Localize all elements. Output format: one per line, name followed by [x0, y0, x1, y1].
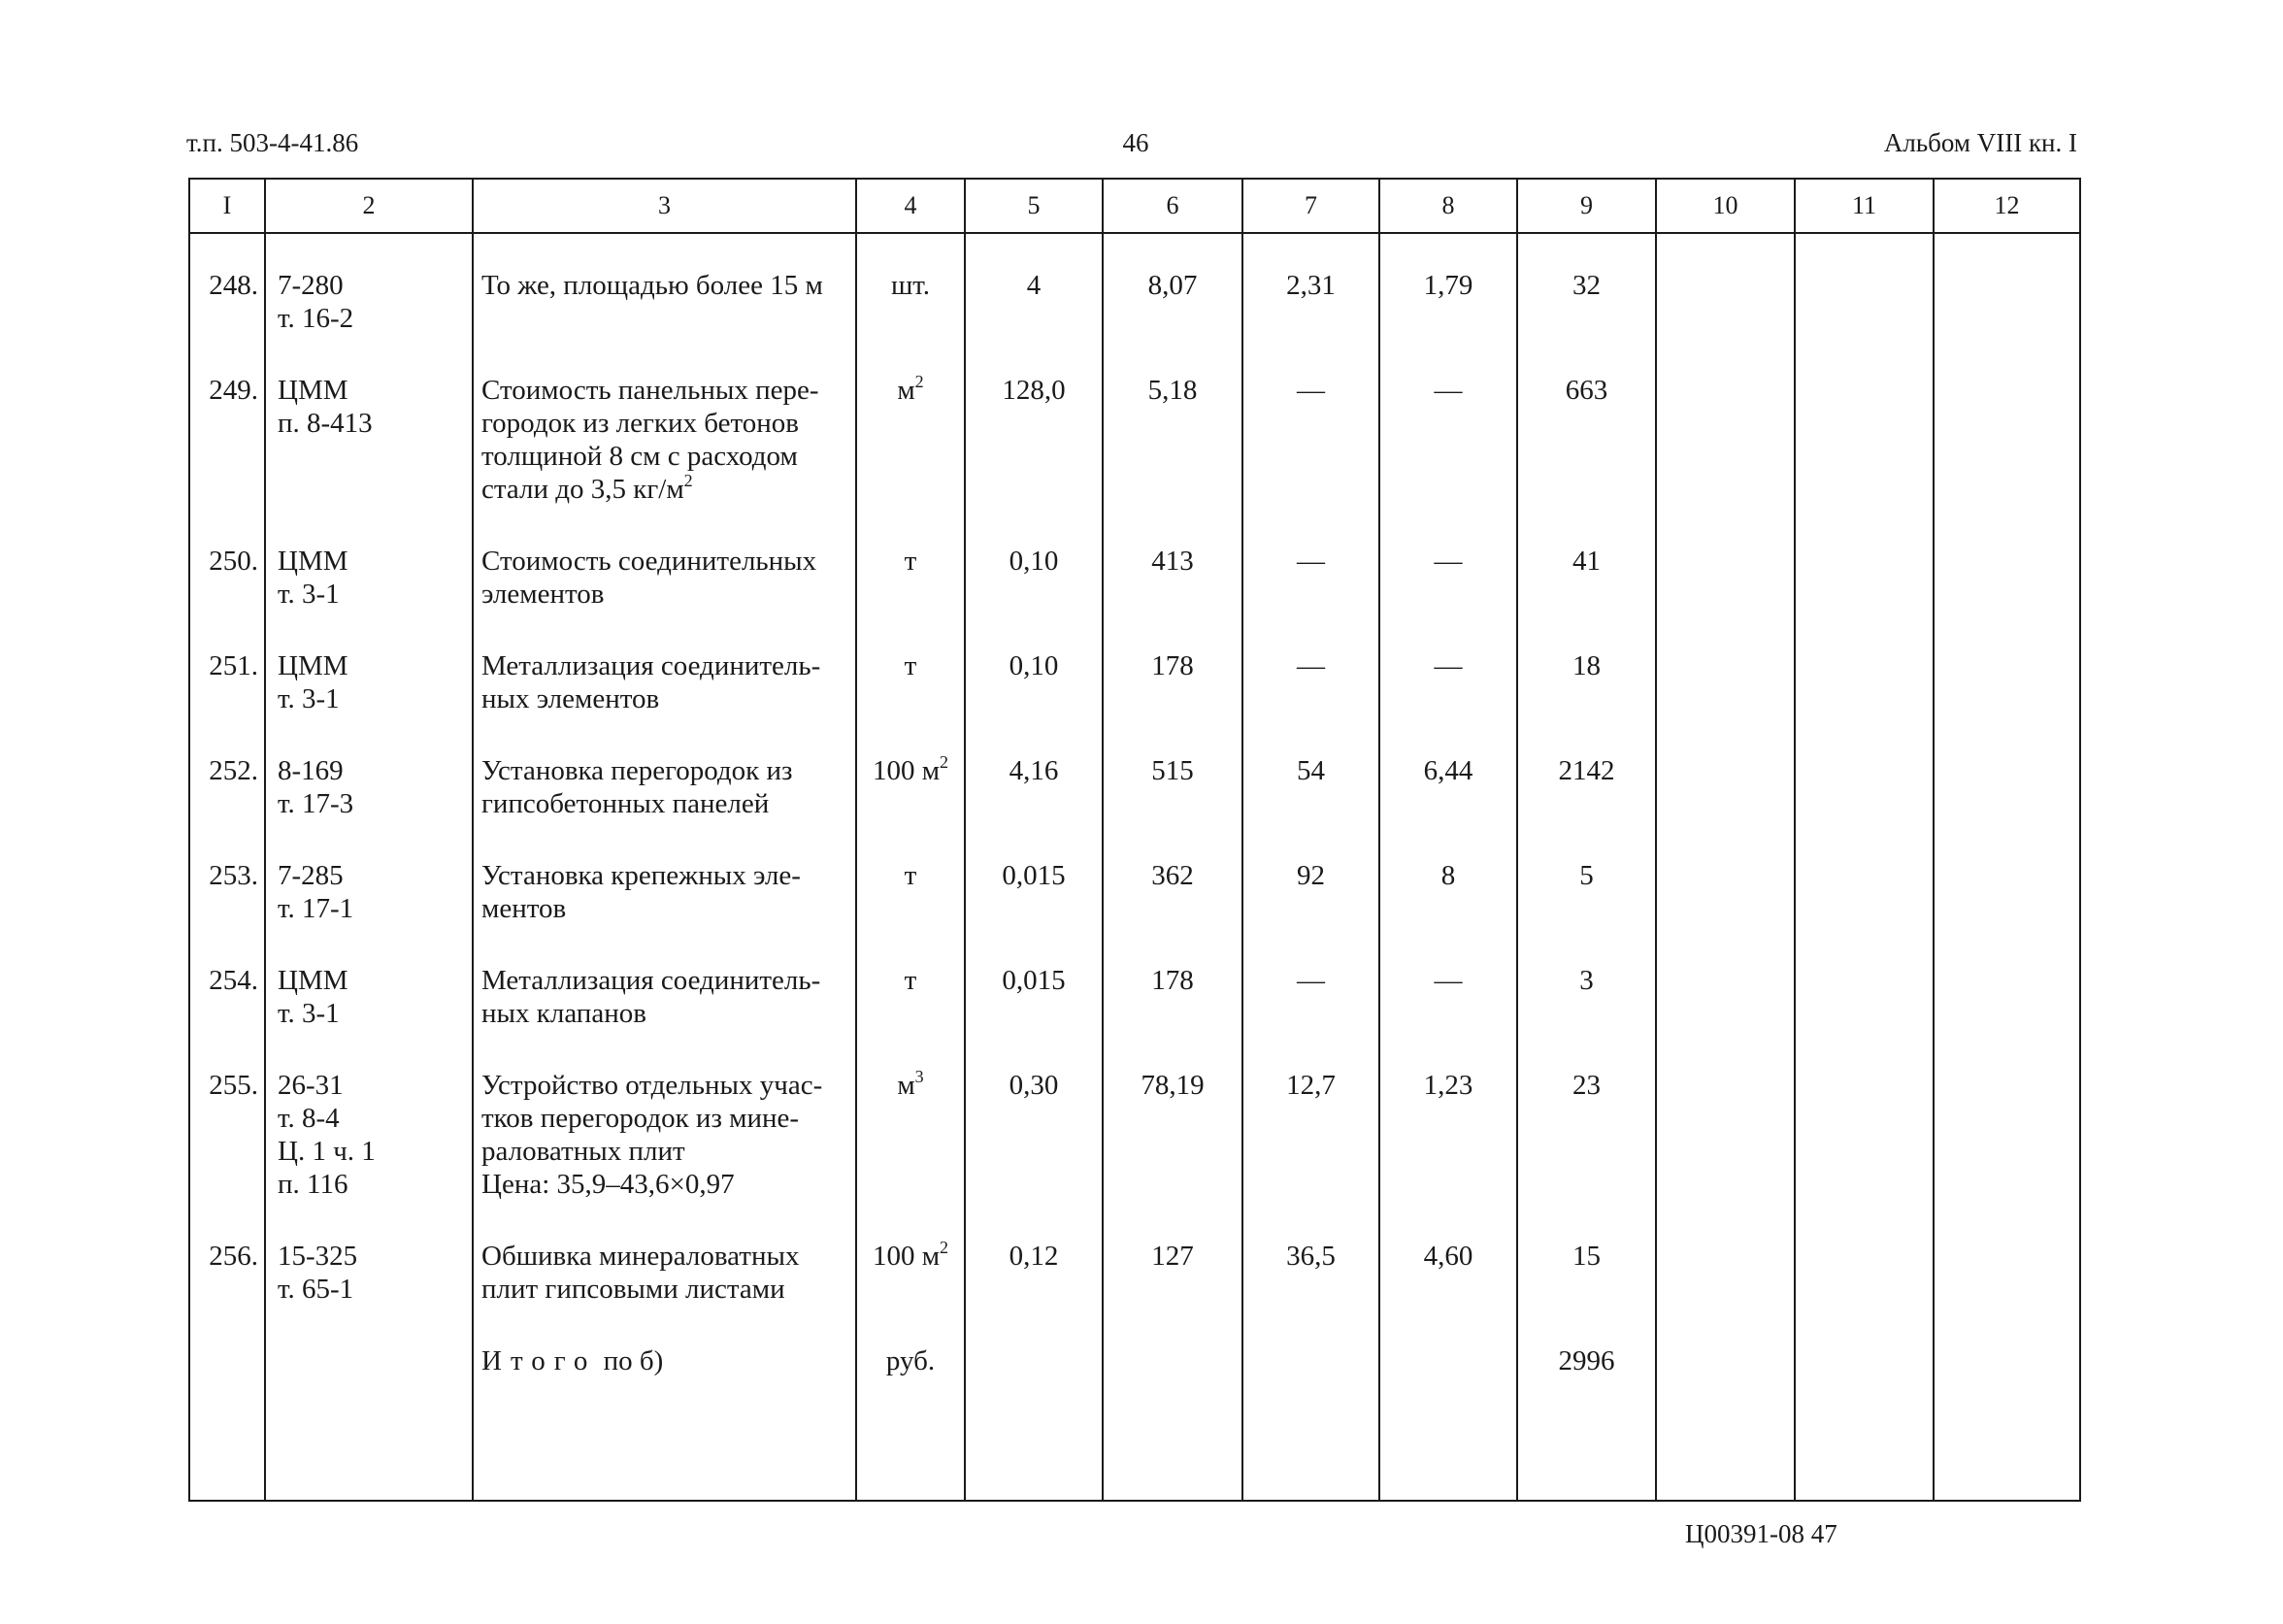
empty-cell-c12	[1934, 1306, 2080, 1501]
value-cell-c6	[1103, 611, 1242, 715]
row-number-cell	[189, 233, 265, 335]
empty-cell-c10	[1656, 925, 1795, 1030]
empty-cell-c10	[1656, 335, 1795, 506]
row-number: 256.	[209, 1241, 258, 1272]
empty-cell-c2	[265, 1306, 473, 1501]
rate-code-line: ЦММ	[278, 650, 348, 681]
value-cell-c6	[1103, 506, 1242, 611]
value-cell-c5	[965, 925, 1103, 1030]
value-cell-c7	[1242, 335, 1379, 506]
value-c8: —	[1434, 375, 1463, 406]
empty-cell-c12	[1934, 925, 2080, 1030]
rate-code-line: ЦММ	[278, 965, 348, 996]
table-row	[189, 506, 2080, 611]
empty-cell-c10	[1656, 611, 1795, 715]
unit-cell	[856, 506, 965, 611]
value-cell-c6	[1103, 820, 1242, 925]
value-c6: 413	[1151, 546, 1194, 577]
work-description-cell	[473, 1030, 856, 1201]
description-line: тков перегородок из мине-	[481, 1103, 800, 1134]
row-number: 252.	[209, 755, 258, 786]
table-row	[189, 1030, 2080, 1201]
row-number: 254.	[209, 965, 258, 996]
unit-superscript: 2	[940, 752, 949, 772]
sheet-code: Ц00391-08 47	[1685, 1519, 1837, 1548]
value-cell-c9	[1517, 820, 1656, 925]
value-c9: 5	[1579, 860, 1594, 891]
description-line: толщиной 8 см с расходом	[481, 441, 798, 472]
empty-cell-c6	[1103, 1306, 1242, 1501]
unit: шт.	[890, 270, 931, 301]
description-line: Установка крепежных эле-	[481, 860, 801, 891]
value-c6: 8,07	[1147, 270, 1198, 301]
row-number: 253.	[209, 860, 258, 891]
empty-cell-c12	[1934, 820, 2080, 925]
value-c6: 178	[1151, 965, 1194, 996]
document-designation: т.п. 503-4-41.86	[186, 128, 359, 157]
unit: т	[904, 860, 917, 891]
empty-cell-c12	[1934, 1201, 2080, 1306]
value-cell-c7	[1242, 925, 1379, 1030]
value-cell-c8	[1379, 335, 1517, 506]
value-cell-c8	[1379, 611, 1517, 715]
value-cell-c7	[1242, 715, 1379, 820]
description-line: ментов	[481, 893, 567, 924]
work-description-cell	[473, 1201, 856, 1306]
value-c6: 78,19	[1141, 1070, 1205, 1101]
rate-code-line: т. 65-1	[278, 1274, 354, 1305]
value-c6: 515	[1151, 755, 1194, 786]
rate-code-line: 26-31	[278, 1070, 344, 1101]
work-description-cell	[473, 335, 856, 506]
rate-code-line: т. 17-3	[278, 788, 354, 819]
empty-cell-c11	[1795, 611, 1934, 715]
value-cell-c5	[965, 506, 1103, 611]
empty-cell-c11	[1795, 233, 1934, 335]
description-line: То же, площадью более 15 м	[481, 270, 823, 301]
empty-cell-c10	[1656, 1201, 1795, 1306]
empty-cell-c11	[1795, 335, 1934, 506]
description-line: Устройство отдельных учас-	[481, 1070, 823, 1101]
value-cell-c7	[1242, 611, 1379, 715]
empty-cell-c12	[1934, 506, 2080, 611]
table-row	[189, 820, 2080, 925]
unit: т	[904, 965, 917, 996]
value-cell-c9	[1517, 1201, 1656, 1306]
rate-code-line: т. 17-1	[278, 893, 354, 924]
value-cell-c7	[1242, 1201, 1379, 1306]
unit: м	[897, 375, 915, 406]
value-cell-c5	[965, 715, 1103, 820]
value-cell-c8	[1379, 506, 1517, 611]
description-line: городок из легких бетонов	[481, 408, 800, 439]
work-description-cell	[473, 233, 856, 335]
rate-code-line: т. 3-1	[278, 683, 340, 714]
unit-cell	[856, 335, 965, 506]
value-c8: 4,60	[1423, 1241, 1473, 1272]
column-header: 7	[1242, 179, 1379, 233]
value-c6: 5,18	[1147, 375, 1198, 406]
rate-code-cell	[265, 335, 473, 506]
total-label-cell	[473, 1306, 856, 1501]
rate-code-line: 15-325	[278, 1241, 358, 1272]
work-description-cell	[473, 506, 856, 611]
rate-code-cell	[265, 611, 473, 715]
unit-superscript: 3	[914, 1067, 924, 1086]
value-c9: 32	[1572, 270, 1601, 301]
value-c8: 8	[1440, 860, 1456, 891]
empty-cell-c11	[1795, 715, 1934, 820]
row-number: 251.	[209, 650, 258, 681]
rate-code-cell	[265, 1201, 473, 1306]
unit-cell	[856, 1201, 965, 1306]
value-c8: —	[1434, 546, 1463, 577]
empty-cell-c11	[1795, 820, 1934, 925]
total-unit-cell	[856, 1306, 965, 1501]
description-line: Металлизация соединитель-	[481, 965, 821, 996]
total-label-suffix: по б)	[603, 1345, 664, 1376]
value-c5: 0,10	[1009, 650, 1059, 681]
empty-cell-c10	[1656, 715, 1795, 820]
row-number: 255.	[209, 1070, 258, 1101]
estimate-table	[188, 178, 2081, 1502]
empty-cell-c10	[1656, 820, 1795, 925]
empty-cell-c12	[1934, 715, 2080, 820]
value-cell-c8	[1379, 715, 1517, 820]
value-c7: 92	[1297, 860, 1325, 891]
value-c9: 41	[1572, 546, 1601, 577]
table-row	[189, 925, 2080, 1030]
value-cell-c9	[1517, 1030, 1656, 1201]
empty-cell-c12	[1934, 1030, 2080, 1201]
value-c7: 12,7	[1286, 1070, 1336, 1101]
value-c6: 127	[1151, 1241, 1194, 1272]
description-line: ных клапанов	[481, 998, 646, 1029]
unit-cell	[856, 1030, 965, 1201]
superscript: 2	[683, 471, 693, 490]
value-c8: 6,44	[1423, 755, 1473, 786]
value-c5: 0,30	[1009, 1070, 1059, 1101]
empty-cell-c12	[1934, 335, 2080, 506]
value-c5: 0,015	[1002, 860, 1066, 891]
unit-superscript: 2	[940, 1238, 949, 1257]
value-c7: 54	[1297, 755, 1325, 786]
unit: т	[904, 546, 917, 577]
empty-cell-c11	[1795, 506, 1934, 611]
value-c9: 15	[1572, 1241, 1601, 1272]
value-cell-c7	[1242, 1030, 1379, 1201]
value-c8: —	[1434, 965, 1463, 996]
rate-code-line: т. 16-2	[278, 303, 354, 334]
value-c9: 18	[1572, 650, 1601, 681]
description-line: ных элементов	[481, 683, 660, 714]
empty-cell-c10	[1656, 506, 1795, 611]
value-c7: —	[1297, 546, 1325, 577]
column-header: 10	[1656, 179, 1795, 233]
page-number: 46	[1122, 128, 1149, 157]
value-c7: —	[1297, 965, 1325, 996]
empty-cell-c10	[1656, 1306, 1795, 1501]
value-c9: 3	[1579, 965, 1594, 996]
unit-cell	[856, 715, 965, 820]
column-header: 11	[1795, 179, 1934, 233]
value-cell-c5	[965, 820, 1103, 925]
description-line: Установка перегородок из	[481, 755, 793, 786]
empty-cell-c11	[1795, 1306, 1934, 1501]
table-row	[189, 1201, 2080, 1306]
value-cell-c9	[1517, 715, 1656, 820]
empty-cell-c7	[1242, 1306, 1379, 1501]
rate-code-cell	[265, 820, 473, 925]
description-line: раловатных плит	[481, 1136, 685, 1167]
unit-cell	[856, 611, 965, 715]
value-cell-c5	[965, 611, 1103, 715]
value-c5: 4,16	[1009, 755, 1059, 786]
value-cell-c5	[965, 1201, 1103, 1306]
rate-code-line: Ц. 1 ч. 1	[278, 1136, 376, 1167]
rate-code-cell	[265, 1030, 473, 1201]
total-value-cell	[1517, 1306, 1656, 1501]
value-cell-c8	[1379, 1201, 1517, 1306]
row-number-cell	[189, 611, 265, 715]
value-c7: 2,31	[1286, 270, 1336, 301]
row-number-cell	[189, 1030, 265, 1201]
value-cell-c6	[1103, 1201, 1242, 1306]
value-cell-c6	[1103, 233, 1242, 335]
column-header: 5	[965, 179, 1103, 233]
table-row	[189, 335, 2080, 506]
rate-code-line: 7-280	[278, 270, 344, 301]
unit: м	[897, 1070, 915, 1101]
empty-cell-c5	[965, 1306, 1103, 1501]
value-c5: 4	[1026, 270, 1042, 301]
value-cell-c8	[1379, 820, 1517, 925]
value-c5: 0,12	[1009, 1241, 1059, 1272]
column-header: 9	[1517, 179, 1656, 233]
empty-cell-c12	[1934, 611, 2080, 715]
value-c6: 178	[1151, 650, 1194, 681]
value-cell-c9	[1517, 611, 1656, 715]
row-number-cell	[189, 1201, 265, 1306]
value-c9: 2142	[1558, 755, 1615, 786]
total-value: 2996	[1558, 1345, 1615, 1376]
empty-cell-c12	[1934, 233, 2080, 335]
empty-cell-c10	[1656, 233, 1795, 335]
total-label: Итого	[481, 1345, 597, 1376]
description-line: гипсобетонных панелей	[481, 788, 770, 819]
unit: 100 м	[872, 1241, 941, 1272]
value-c5: 128,0	[1002, 375, 1066, 406]
rate-code-line: 7-285	[278, 860, 344, 891]
description-line: Цена: 35,9–43,6×0,97	[481, 1169, 735, 1200]
row-number-cell	[189, 335, 265, 506]
empty-cell-c11	[1795, 1030, 1934, 1201]
description-line: Обшивка минераловатных	[481, 1241, 800, 1272]
column-header: 8	[1379, 179, 1517, 233]
column-number-row	[189, 179, 2080, 233]
value-c5: 0,015	[1002, 965, 1066, 996]
row-number-cell	[189, 820, 265, 925]
value-cell-c5	[965, 335, 1103, 506]
column-header: I	[189, 179, 265, 233]
value-c5: 0,10	[1009, 546, 1059, 577]
value-cell-c7	[1242, 506, 1379, 611]
work-description-cell	[473, 925, 856, 1030]
column-header: 6	[1103, 179, 1242, 233]
empty-cell-c1	[189, 1306, 265, 1501]
value-c8: 1,23	[1423, 1070, 1473, 1101]
table-row	[189, 611, 2080, 715]
rate-code-line: т. 3-1	[278, 579, 340, 610]
value-cell-c8	[1379, 1030, 1517, 1201]
empty-cell-c11	[1795, 1201, 1934, 1306]
value-cell-c9	[1517, 335, 1656, 506]
description-line-wrap	[481, 473, 849, 506]
value-c9: 23	[1572, 1070, 1601, 1101]
total-row	[189, 1306, 2080, 1501]
description-line: Стоимость панельных пере-	[481, 375, 819, 406]
row-number: 250.	[209, 546, 258, 577]
value-c8: —	[1434, 650, 1463, 681]
description-line: элементов	[481, 579, 605, 610]
rate-code-cell	[265, 506, 473, 611]
value-cell-c6	[1103, 715, 1242, 820]
value-cell-c6	[1103, 925, 1242, 1030]
value-cell-c5	[965, 233, 1103, 335]
empty-cell-c11	[1795, 925, 1934, 1030]
value-cell-c7	[1242, 233, 1379, 335]
row-number-cell	[189, 715, 265, 820]
description-line: плит гипсовыми листами	[481, 1274, 785, 1305]
value-cell-c7	[1242, 820, 1379, 925]
work-description-cell	[473, 820, 856, 925]
work-description-cell	[473, 715, 856, 820]
table-row	[189, 715, 2080, 820]
rate-code-line: 8-169	[278, 755, 344, 786]
value-cell-c6	[1103, 335, 1242, 506]
column-header: 3	[473, 179, 856, 233]
unit-cell	[856, 820, 965, 925]
value-c8: 1,79	[1423, 270, 1473, 301]
column-header: 4	[856, 179, 965, 233]
value-cell-c8	[1379, 233, 1517, 335]
rate-code-cell	[265, 925, 473, 1030]
unit: т	[904, 650, 917, 681]
value-cell-c9	[1517, 233, 1656, 335]
rate-code-line: т. 8-4	[278, 1103, 340, 1134]
value-c7: 36,5	[1286, 1241, 1336, 1272]
value-cell-c8	[1379, 925, 1517, 1030]
value-c9: 663	[1565, 375, 1608, 406]
rate-code-line: т. 3-1	[278, 998, 340, 1029]
column-header: 12	[1934, 179, 2080, 233]
rate-code-line: ЦММ	[278, 546, 348, 577]
unit-cell	[856, 233, 965, 335]
rate-code-cell	[265, 233, 473, 335]
table-row	[189, 233, 2080, 335]
value-c6: 362	[1151, 860, 1194, 891]
album-label: Альбом VIII кн. I	[1883, 128, 2077, 157]
row-number: 248.	[209, 270, 258, 301]
value-cell-c5	[965, 1030, 1103, 1201]
total-unit: руб.	[885, 1345, 936, 1376]
empty-cell-c8	[1379, 1306, 1517, 1501]
empty-cell-c10	[1656, 1030, 1795, 1201]
unit-cell	[856, 925, 965, 1030]
description-line: Металлизация соединитель-	[481, 650, 821, 681]
value-cell-c9	[1517, 925, 1656, 1030]
value-cell-c9	[1517, 506, 1656, 611]
row-number: 249.	[209, 375, 258, 406]
row-number-cell	[189, 925, 265, 1030]
description-line: Стоимость соединительных	[481, 546, 817, 577]
rate-code-cell	[265, 715, 473, 820]
value-cell-c6	[1103, 1030, 1242, 1201]
rate-code-line: ЦММ	[278, 375, 348, 406]
unit-superscript: 2	[914, 372, 924, 391]
description-line: стали до 3,5 кг/м	[481, 474, 684, 505]
rate-code-line: п. 8-413	[278, 408, 373, 439]
table-body	[189, 179, 2080, 1501]
value-c7: —	[1297, 375, 1325, 406]
row-number-cell	[189, 506, 265, 611]
value-c7: —	[1297, 650, 1325, 681]
unit: 100 м	[872, 755, 941, 786]
column-header: 2	[265, 179, 473, 233]
rate-code-line: п. 116	[278, 1169, 348, 1200]
work-description-cell	[473, 611, 856, 715]
